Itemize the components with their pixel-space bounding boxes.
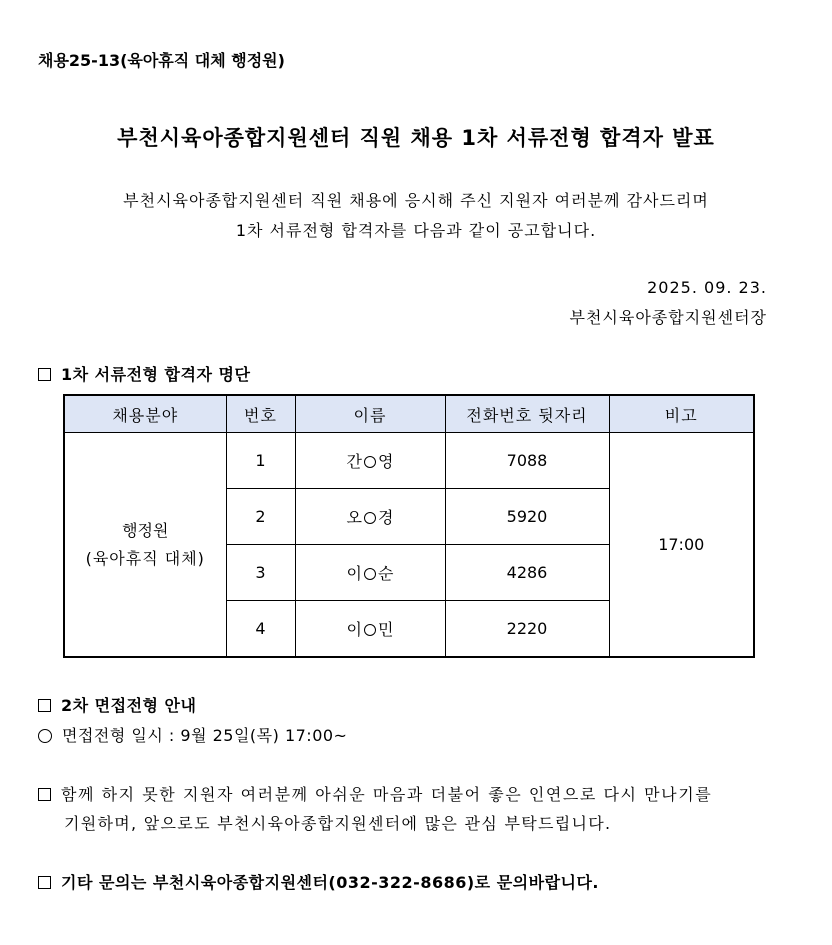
interview-schedule (38, 723, 347, 746)
posting-code: 채용25-13(육아휴직 대체 행정원) (38, 51, 285, 70)
masked-char-icon (364, 568, 376, 580)
row-name (295, 545, 445, 601)
note-cell: 17:00 (609, 433, 754, 658)
name-first-char: 오 (346, 508, 362, 527)
name-last-char: 경 (378, 508, 394, 527)
name-first-char: 이 (346, 620, 362, 639)
closing-line-2: 기원하며, 앞으로도 부천시육아종합지원센터에 많은 관심 부탁드립니다. (64, 814, 612, 833)
closing-text-1: 함께 하지 못한 지원자 여러분께 아쉬운 마음과 더불어 좋은 인연으로 다시 만나기를 (61, 785, 713, 804)
name-last-char: 순 (378, 564, 394, 583)
announcement-date: 2025. 09. 23. (647, 278, 767, 297)
name-last-char: 영 (378, 452, 394, 471)
field-name: 행정원 (122, 520, 169, 540)
field-cell (64, 433, 226, 658)
issuer: 부천시육아종합지원센터장 (569, 308, 767, 327)
intro-line-1: 부천시육아종합지원센터 직원 채용에 응시해 주신 지원자 여러분께 감사드리며 (123, 191, 709, 210)
square-bullet-icon (38, 876, 51, 889)
row-name (295, 601, 445, 658)
masked-char-icon (364, 456, 376, 468)
masked-char-icon (364, 624, 376, 636)
name-last-char: 민 (378, 620, 394, 639)
row-phone: 2220 (445, 601, 609, 658)
square-bullet-icon (38, 368, 51, 381)
header-field: 채용분야 (64, 395, 226, 433)
row-number: 3 (226, 545, 295, 601)
row-phone: 4286 (445, 545, 609, 601)
pass-list-table (63, 394, 755, 658)
header-phone-suffix: 전화번호 뒷자리 (445, 395, 609, 433)
contact-text: 기타 문의는 부천시육아종합지원센터(032-322-8686)로 문의바랍니다. (61, 873, 600, 892)
name-first-char: 간 (346, 452, 362, 471)
pass-list-table-wrapper (63, 394, 753, 657)
row-name (295, 433, 445, 489)
contact-info (38, 870, 599, 893)
row-number: 4 (226, 601, 295, 658)
row-number: 2 (226, 489, 295, 545)
row-number: 1 (226, 433, 295, 489)
circle-bullet-icon (38, 729, 52, 743)
square-bullet-icon (38, 699, 51, 712)
masked-char-icon (364, 512, 376, 524)
field-detail: (육아휴직 대체) (85, 548, 205, 568)
intro-line-2: 1차 서류전형 합격자를 다음과 같이 공고합니다. (235, 221, 597, 240)
section-heading-text: 1차 서류전형 합격자 명단 (61, 365, 251, 384)
table-row (64, 433, 754, 489)
name-first-char: 이 (346, 564, 362, 583)
header-number: 번호 (226, 395, 295, 433)
interview-schedule-text: 면접전형 일시 : 9월 25일(목) 17:00~ (62, 726, 348, 745)
header-note: 비고 (609, 395, 754, 433)
square-bullet-icon (38, 788, 51, 801)
table-header-row (64, 395, 754, 433)
row-name (295, 489, 445, 545)
row-phone: 5920 (445, 489, 609, 545)
header-name: 이름 (295, 395, 445, 433)
section-heading-pass-list (38, 362, 250, 385)
section-heading-text: 2차 면접전형 안내 (61, 696, 197, 715)
section-heading-interview (38, 693, 196, 716)
row-phone: 7088 (445, 433, 609, 489)
page-title: 부천시육아종합지원센터 직원 채용 1차 서류전형 합격자 발표 (117, 126, 715, 150)
closing-line-1 (38, 782, 712, 805)
